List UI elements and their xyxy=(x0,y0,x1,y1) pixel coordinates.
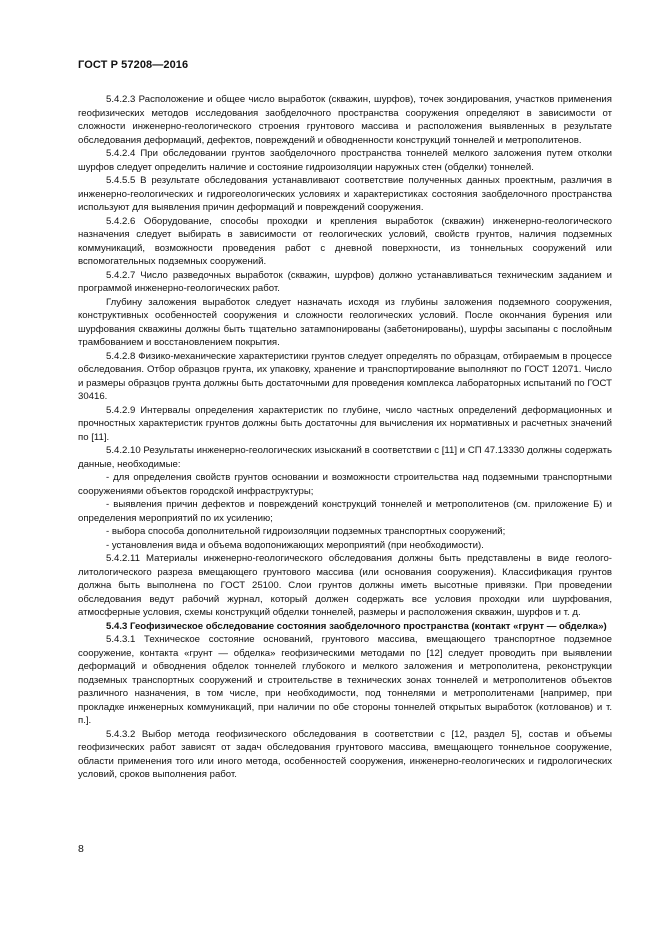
list-item: - для определения свойств грунтов основании и возможности строительства над подземными транспортными сооружениями объектов городской инфраструктуры; xyxy=(78,472,612,497)
paragraph-5-4-2-9: 5.4.2.9 Интервалы определения характеристик по глубине, число частных определений деформационных и прочностных характеристик грунтов должны быть достаточны для вычисления их нормативных и расчетных значений по [11]. xyxy=(78,404,612,443)
paragraph-5-4-2-8: 5.4.2.8 Физико-механические характеристики грунтов следует определять по образцам, отбираемым в процессе обследования. Отбор образцов грунта, их упаковку, хранение и транспортирование выполняют по ГОСТ 12071. Число и размеры образцов грунта должны быть достаточными для проведения комплекса лабораторных испытаний по ГОСТ 30416. xyxy=(78,350,612,402)
list-item: - выбора способа дополнительной гидроизоляции подземных транспортных сооружений; xyxy=(106,526,506,537)
document-code-header: ГОСТ Р 57208—2016 xyxy=(78,59,189,71)
paragraph-5-4-3-1: 5.4.3.1 Техническое состояние оснований, грунтового массива, вмещающего транспортное подземное сооружение, контакта «грунт — обделка» геофизическими методами по [12] следует проводить при выявлении деформаций и обводнения обделок тоннелей глубокого и мелкого заложения и метрополитена, реконструкции подземных транспортных сооружений и строительстве в технических зонах тоннелей и метрополитенов объектов различного назначения, в том числе, при необходимости, под тоннелями и метрополитенами [например, при прокладке инженерных коммуникаций, при наличии по обе стороны тоннелей открытых выработок (котлованов) и т. п.]. xyxy=(78,634,612,726)
list-item: - установления вида и объема водопонижающих мероприятий (при необходимости). xyxy=(106,539,484,551)
page-number: 8 xyxy=(78,843,84,855)
paragraph-5-4-5-5: 5.4.5.5 В результате обследования устанавливают соответствие полученных данных проектным, различия в инженерно-геологических и гидрогеологических условиях и характеристиках состояния заобделочного пространства используют для выявления причин деформаций и повреждений сооружения. xyxy=(78,175,612,213)
paragraph-5-4-2-4: 5.4.2.4 При обследовании грунтов заобделочного пространства тоннелей мелкого заложения путем отколки шурфов следует определить наличие и состояние гидроизоляции наружных стен (обделки) тоннелей. xyxy=(78,148,612,173)
paragraph-5-4-2-6: 5.4.2.6 Оборудование, способы проходки и крепления выработок (скважин) инженерно-геологического назначения следует выбирать в зависимости от геологических условий, свойств грунтов, наличия подземных коммуникаций, возможности проведения работ с дневной поверхности, из тоннельных сооружений или вспомогательных подземных сооружений. xyxy=(78,215,612,267)
list-item: - выявления причин дефектов и повреждений конструкций тоннелей и метрополитенов (см. приложение Б) и определения мероприятий по их усилению; xyxy=(78,499,612,524)
paragraph-depth: Глубину заложения выработок следует назначать исходя из глубины заложения подземного сооружения, конструктивных особенностей сооружения и сложности геологических условий. После окончания бурения или шурфования скважины должны быть тщательно затампонированы (забетонированы), шурфы засыпаны с послойным трамбованием и восстановлением покрытия. xyxy=(78,296,612,348)
paragraph-5-4-2-3: 5.4.2.3 Расположение и общее число выработок (скважин, шурфов), точек зондирования, участков применения геофизических методов исследования заобделочного пространства сооружения определяют в зависимости от сложности инженерно-геологического строения грунтового массива и расположения выявленных в результате обследования деформаций, дефектов, повреждений и обводненности конструкций тоннелей и метрополитенов. xyxy=(78,94,612,146)
document-body xyxy=(78,93,612,782)
section-heading-5-4-3: 5.4.3 Геофизическое обследование состояния заобделочного пространства (контакт «грунт — обделка») xyxy=(106,620,607,632)
paragraph-5-4-2-10: 5.4.2.10 Результаты инженерно-геологических изысканий в соответствии с [11] и СП 47.13330 должны содержать данные, необходимые: xyxy=(78,445,612,470)
paragraph-5-4-3-2: 5.4.3.2 Выбор метода геофизического обследования в соответствии с [12, раздел 5], состав и объемы геофизических работ зависят от задач обследования грунтового массива, вмещающего тоннельное сооружение, области применения того или иного метода, особенностей сооружения, инженерно-геологических и гидрологических условий, сроков выполнения работ. xyxy=(78,728,612,780)
paragraph-5-4-2-11: 5.4.2.11 Материалы инженерно-геологического обследования должны быть представлены в виде геолого-литологического разреза вмещающего грунтового массива (или основания сооружения). Классификация грунтов должна быть выполнена по ГОСТ 25100. Слои грунтов должны иметь высотные привязки. При проведении обследования ведут рабочий журнал, который должен содержать все условия проходки или шурфования, атмосферные условия, схемы конструкций обделки тоннелей, размеры и расположения скважин, шурфов и т. д. xyxy=(78,553,612,618)
paragraph-5-4-2-7: 5.4.2.7 Число разведочных выработок (скважин, шурфов) должно устанавливаться техническим заданием и программой инженерно-геологических работ. xyxy=(78,269,612,294)
